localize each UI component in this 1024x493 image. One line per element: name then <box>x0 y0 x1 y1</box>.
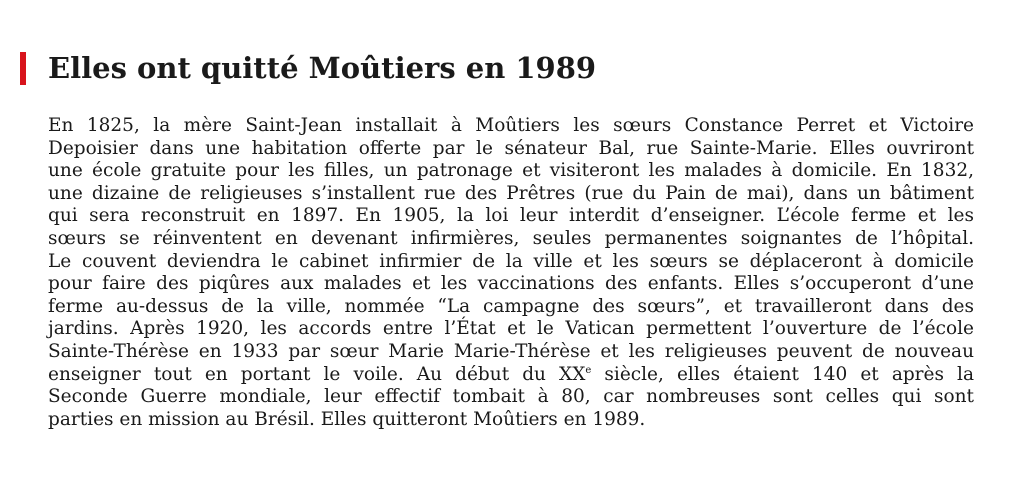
body-line: Le couvent deviendra le cabinet infirmier de la ville et les sœurs se déplaceront à domicile <box>48 250 974 272</box>
body-line-start: enseigner tout en portant le voile. Au début du XX <box>48 363 586 385</box>
body-line: sœurs se réinventent en devenant infirmières, seules permanentes soignantes de l’hôpital. <box>48 227 974 249</box>
article-title: Elles ont quitté Moûtiers en 1989 <box>48 51 597 85</box>
body-line-with-superscript <box>48 364 974 387</box>
body-line: Sainte-Thérèse en 1933 par sœur Marie Marie-Thérèse et les religieuses peuvent de nouveau <box>48 340 974 362</box>
article-body <box>48 115 974 431</box>
body-line: une école gratuite pour les filles, un patronage et visiteront les malades à domicile. En 1832, <box>48 160 974 182</box>
title-accent-bar <box>20 52 26 85</box>
body-line: ferme au-dessus de la ville, nommée “La campagne des sœurs”, et travailleront dans des <box>48 295 974 317</box>
body-line: qui sera reconstruit en 1897. En 1905, la loi leur interdit d’enseigner. L’école ferme et les <box>48 205 974 227</box>
body-line: pour faire des piqûres aux malades et les vaccinations des enfants. Elles s’occuperont d’une <box>48 273 974 295</box>
body-line: une dizaine de religieuses s’installent rue des Prêtres (rue du Pain de mai), dans un bâtiment <box>48 182 974 204</box>
body-line-last: parties en mission au Brésil. Elles quitteront Moûtiers en 1989. <box>48 408 646 430</box>
body-line-end: siècle, elles étaient 140 et après la <box>604 363 974 385</box>
body-line: Depoisier dans une habitation offerte par le sénateur Bal, rue Sainte-Marie. Elles ouvriront <box>48 137 974 159</box>
body-line: En 1825, la mère Saint-Jean installait à Moûtiers les sœurs Constance Perret et Victoire <box>48 115 974 136</box>
century-superscript: e <box>585 364 592 376</box>
body-line: Seconde Guerre mondiale, leur effectif tombait à 80, car nombreuses sont celles qui sont <box>48 386 974 408</box>
body-line: jardins. Après 1920, les accords entre l’État et le Vatican permettent l’ouverture de l’école <box>48 318 974 340</box>
